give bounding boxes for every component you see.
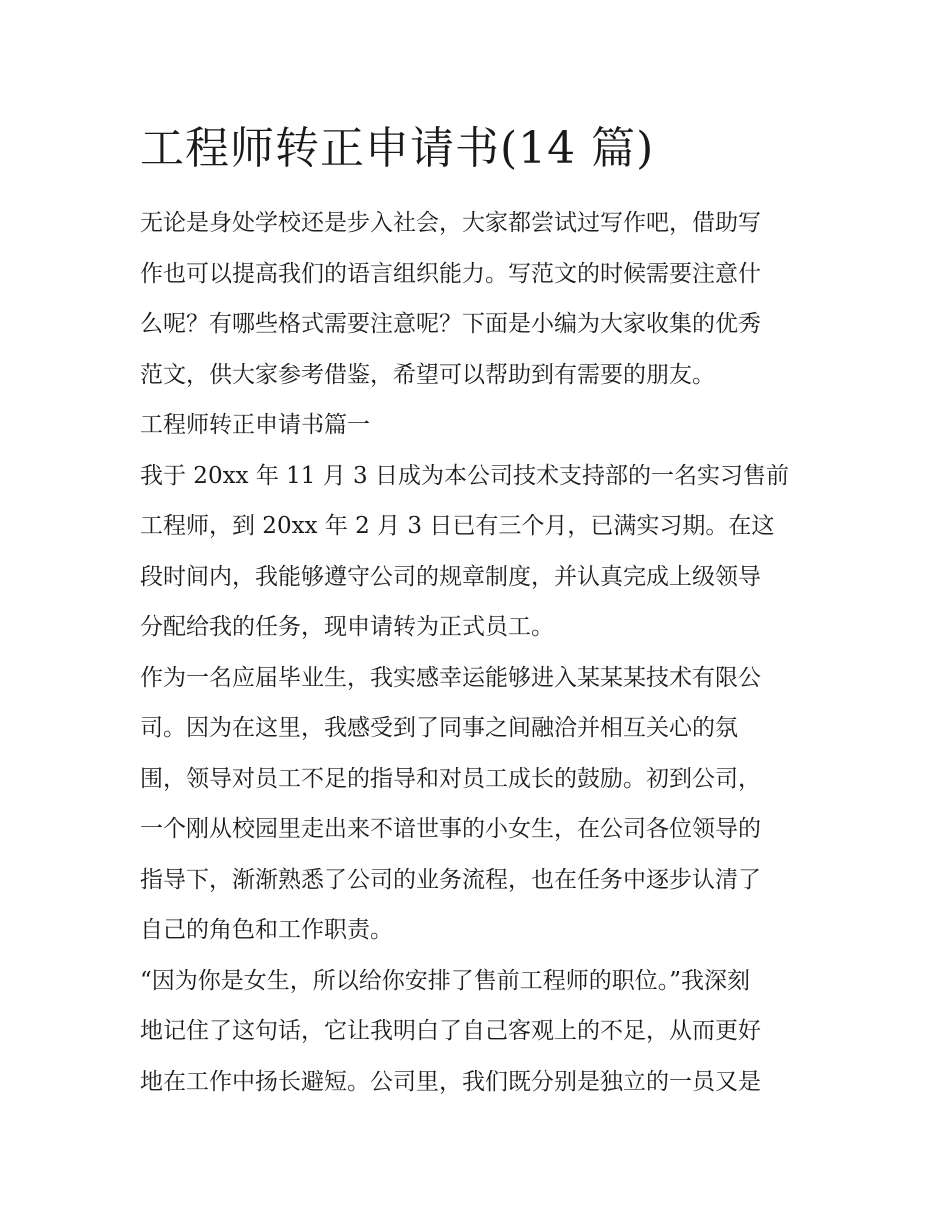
text-line: 分配给我的任务，现申请转为正式员工。 — [140, 614, 554, 640]
text-line: 作也可以提高我们的语言组织能力。写范文的时候需要注意什 — [140, 260, 761, 287]
text-line: 工程师，到 20xx 年 2 月 3 日已有三个月，已满实习期。在这 — [140, 513, 775, 539]
document-body — [140, 198, 810, 1107]
text-line: 么呢？有哪些格式需要注意呢？下面是小编为大家收集的优秀 — [140, 311, 761, 337]
text-line: 一个刚从校园里走出来不谙世事的小女生，在公司各位领导的 — [140, 816, 761, 842]
text-line: 无论是身处学校还是步入社会，大家都尝试过写作吧，借助写 — [140, 210, 761, 236]
text-line: 段时间内，我能够遵守公司的规章制度，并认真完成上级领导 — [140, 563, 761, 590]
text-line: “因为你是女生，所以给你安排了售前工程师的职位。”我深刻 — [140, 967, 751, 994]
text-line: 指导下，渐渐熟悉了公司的业务流程，也在任务中逐步认清了 — [140, 866, 761, 893]
text-line: 我于 20xx 年 11 月 3 日成为本公司技术支持部的一名实习售前 — [140, 462, 789, 489]
document-title: 工程师转正申请书(14 篇) — [140, 123, 655, 174]
text-line: 范文，供大家参考借鉴，希望可以帮助到有需要的朋友。 — [140, 361, 715, 388]
text-line: 司。因为在这里，我感受到了同事之间融洽并相互关心的氛 — [140, 715, 738, 741]
text-line: 地在工作中扬长避短。公司里，我们既分别是独立的一员又是 — [140, 1068, 761, 1095]
text-line: 地记住了这句话，它让我明白了自己客观上的不足，从而更好 — [140, 1018, 761, 1044]
section-heading: 工程师转正申请书篇一 — [140, 412, 370, 438]
text-line: 自己的角色和工作职责。 — [140, 917, 393, 943]
text-line: 围，领导对员工不足的指导和对员工成长的鼓励。初到公司， — [140, 765, 761, 792]
text-line: 作为一名应届毕业生，我实感幸运能够进入某某某技术有限公 — [140, 664, 761, 691]
